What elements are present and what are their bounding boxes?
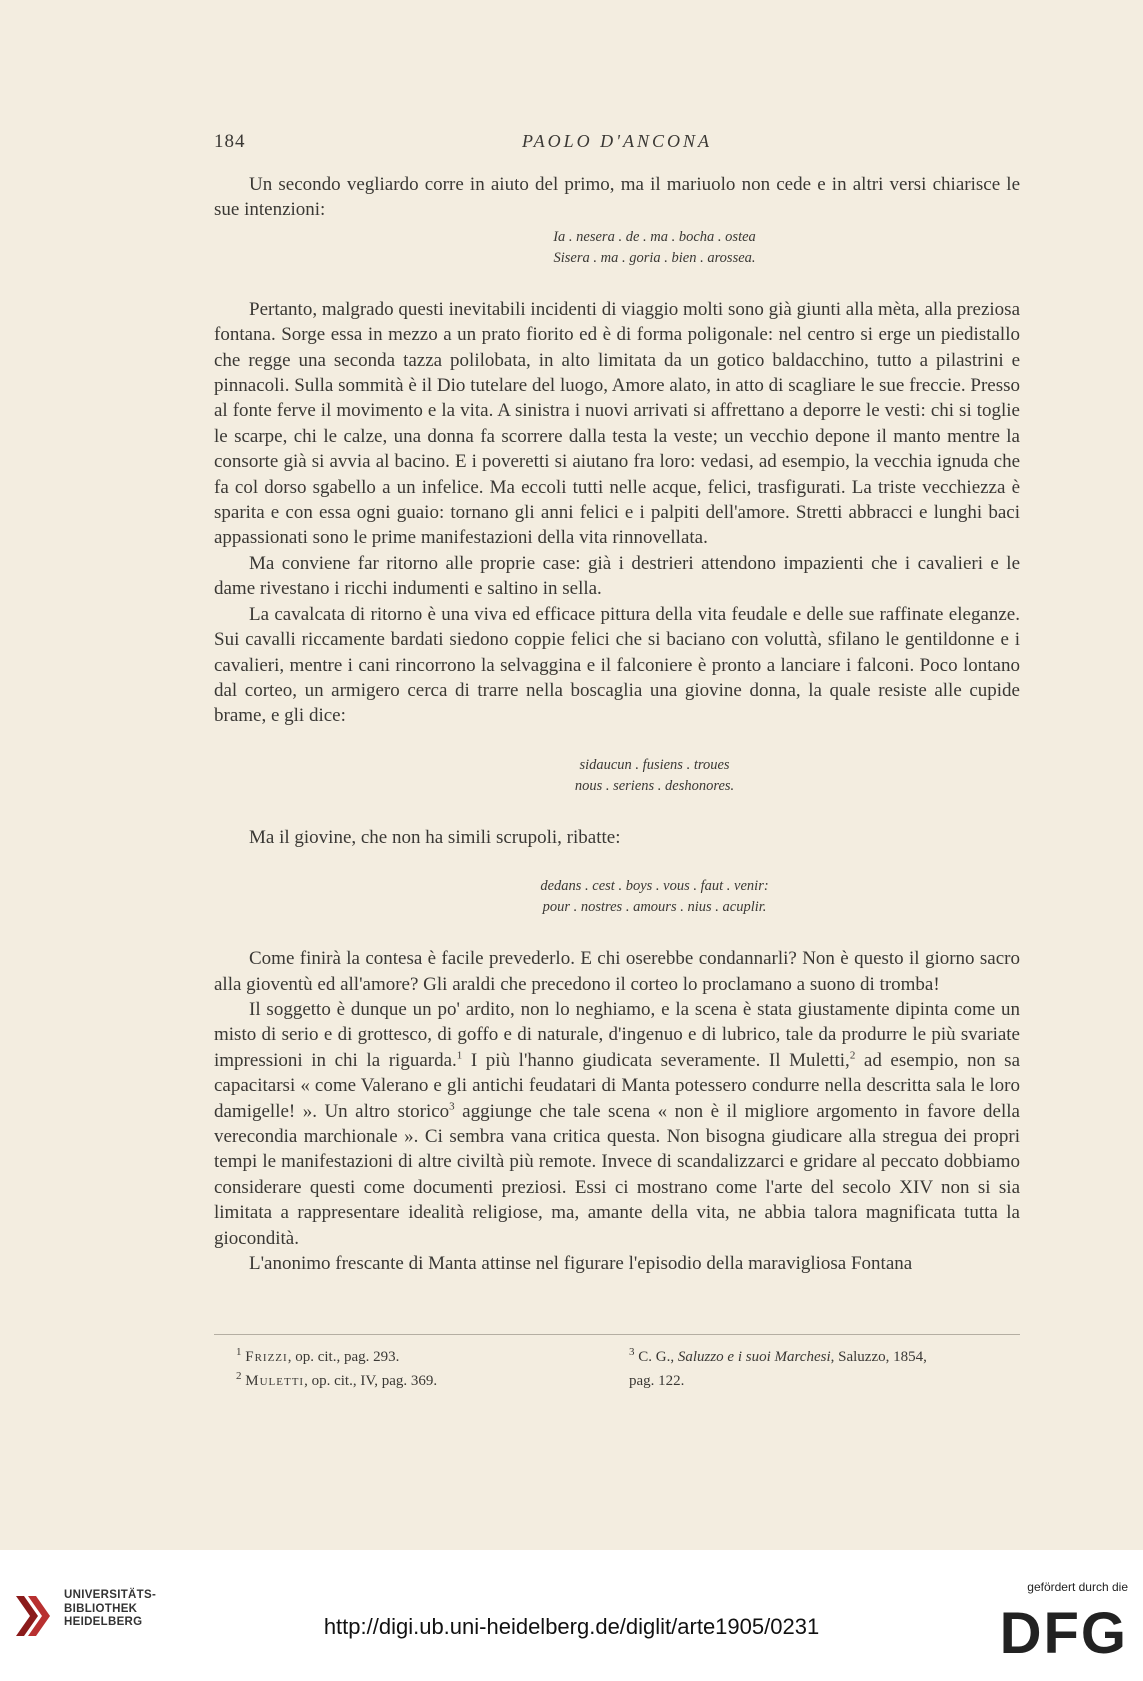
footnote-ref-1: 1 <box>456 1049 463 1062</box>
paragraph-5: Ma il giovine, che non ha simili scrupoli, ribatte: <box>249 826 621 848</box>
paragraph-2: Pertanto, malgrado questi inevitabili incidenti di viaggio molti sono già giunti alla mèta, alla preziosa fontana. Sorge essa in mezzo a un prato fiorito ed è di forma poligonale: nel centro si erge un piedistallo che regge una seconda tazza polilobata, in alto limitata da un gotico baldacchino, tutto a pilastrini e pinnacoli. Sulla sommità è il Dio tutelare del luogo, Amore alato, in atto di scagliare le sue freccie. Presso al fonte ferve il movimento e la vita. A sinistra i nuovi arrivati si affrettano a deporre le vesti: chi si toglie le scarpe, chi le calze, una donna fa scorrere dalla testa la veste; un vecchio depone il manto mentre la consorte già si avvia al bacino. E i poveretti si aiutano fra loro: vedasi, ad esempio, la vecchia ignuda che fa col dorso sgabello a un infelice. Ma eccoli tutti nelle acque, felici, trasfigurati. La triste vecchiezza è sparita e con essa ogni guaio: tornano gli anni felici e i palpiti dell'amore. Stretti abbracci e lunghi baci appassionati sono le prime manifestazioni della vita rinnovellata. <box>214 298 1020 549</box>
body-text <box>214 172 1020 1276</box>
footnote-3: $^3$ C. G., Saluzzo e i suoi Marchesi, Saluzzo, 1854, <box>629 1346 927 1365</box>
verse-2-line-2: nous . seriens . deshonores. <box>574 777 735 794</box>
verse-2-line-1: sidaucun . fusiens . troues <box>579 756 730 773</box>
viewer-footer <box>0 1550 1143 1681</box>
dfg-logo: DFG <box>999 1601 1128 1666</box>
paragraph-6: Come finirà la contesa è facile prevederlo. E chi oserebbe condannarli? Non è questo il giorno sacro alla gioventù ed all'amore? Gli araldi che precedono il corteo lo proclamano a suono di tromba! <box>214 948 1020 995</box>
footnote-rule <box>214 1334 1020 1335</box>
paragraph-3: Ma conviene far ritorno alle proprie case: già i destrieri attendono impazienti che i cavalieri e le dame rivestano i ricchi indumenti e saltino in sella. <box>214 552 1020 600</box>
verse-3-line-1: dedans . cest . boys . vous . faut . venir: <box>540 878 769 895</box>
verse-1-line-2: Sisera . ma . goria . bien . arossea. <box>553 249 756 266</box>
page-header <box>214 131 1020 155</box>
footnote-ref-2: 2 <box>849 1049 856 1062</box>
footnote-2: $^2$ Muletti, op. cit., IV, pag. 369. <box>236 1370 438 1389</box>
page-number: 184 <box>214 131 246 152</box>
paragraph-7: Il soggetto è dunque un po' ardito, non lo neghiamo, e la scena è stata giustamente dipinta come un misto di serio e di grottesco, di goffo e di naturale, d'ingenuo e di lubrico, tale da produrre le più svariate impressioni in chi la riguarda.$^1$ I più l'hanno giudicata severamente. Il Muletti,$^2$ ad esempio, non sa capacitarsi « come Valerano e gli antichi feudatari di Manta potessero condurre nella descritta sala le loro damigelle! ». Un altro storico$^3$ aggiunge che tale scena « non è il migliore argomento in favore della verecondia marchionale ». Ci sembra vana critica questa. Non bisogna giudicare alla stregua dei propri tempi le manifestazioni di altre civiltà più remote. Invece di scandalizzarci e gridare al peccato dobbiamo considerare questi come documenti preziosi. Essi ci mostrano come l'arte del secolo XIV non si sia limitata a rappresentare idealità religiose, ma, amante della vita, ne abbia talora magnificata tutta la giocondità. <box>214 998 1021 1249</box>
library-name: UNIVERSITÄTS- BIBLIOTHEK HEIDELBERG <box>64 1589 157 1628</box>
footnote-3-continuation: pag. 122. <box>629 1373 685 1389</box>
footnote-1: $^1$ Frizzi, op. cit., pag. 293. <box>236 1346 400 1365</box>
paragraph-1: Un secondo vegliardo corre in aiuto del primo, ma il mariuolo non cede e in altri versi chiarisce le sue intenzioni: <box>214 174 1020 221</box>
sponsor-caption: gefördert durch die <box>1027 1580 1128 1594</box>
footnote-ref-3: 3 <box>449 1100 455 1113</box>
verse-1-line-1: Ia . nesera . de . ma . bocha . ostea <box>553 228 756 245</box>
verse-3-line-2: pour . nostres . amours . nius . acuplir. <box>542 899 767 916</box>
paragraph-8: L'anonimo frescante di Manta attinse nel figurare l'episodio della maravigliosa Fontana <box>249 1253 913 1274</box>
permalink-url[interactable]: http://digi.ub.uni-heidelberg.de/diglit/arte1905/0231 <box>323 1614 820 1639</box>
paragraph-4: La cavalcata di ritorno è una viva ed efficace pittura della vita feudale e delle sue raffinate eleganze. Sui cavalli riccamente bardati siedono coppie felici che si baciano con voluttà, sfilano le gentildonne e i cavalieri, mentre i cani rincorrono la selvaggina e il falconiere è pronto a lanciare i falconi. Poco lontano dal corteo, un armigero cerca di trarre nella boscaglia una giovine donna, la quale resiste alle cupide brame, e gli dice: <box>214 603 1020 727</box>
running-title: PAOLO D'ANCONA <box>521 131 713 151</box>
